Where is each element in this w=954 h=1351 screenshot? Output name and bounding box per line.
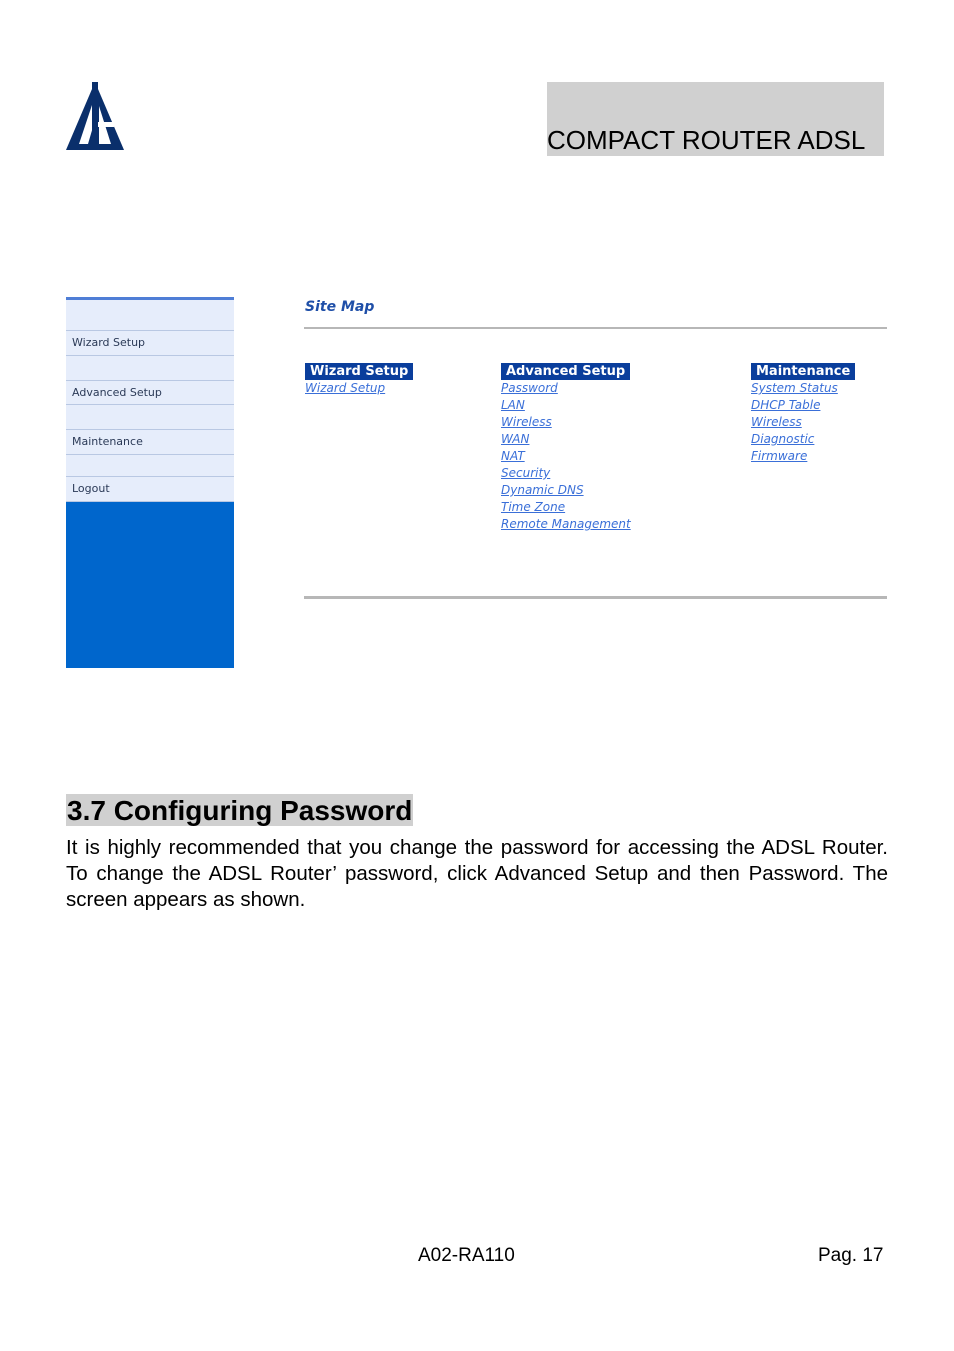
sitemap-link[interactable]: NAT — [501, 449, 525, 463]
sitemap-link[interactable]: DHCP Table — [751, 398, 821, 412]
footer-model: A02-RA110 — [418, 1245, 515, 1266]
atlantis-logo-icon — [66, 82, 124, 150]
column-header: Wizard Setup — [305, 363, 413, 380]
sidebar-spacer — [66, 356, 234, 381]
sitemap-link[interactable]: Firmware — [751, 449, 808, 463]
sitemap-link[interactable]: WAN — [501, 432, 530, 446]
sitemap-link[interactable]: Remote Management — [501, 517, 631, 531]
column-header: Maintenance — [751, 363, 855, 380]
section-paragraph: It is highly recommended that you change the password for accessing the ADSL Router. To change the ADSL Router’ password, click Advanced Setup and then Password. The screen appears as shown. — [66, 836, 888, 911]
sitemap-column-advanced — [501, 362, 631, 533]
footer-page-number: Pag. 17 — [818, 1245, 884, 1266]
sitemap-link[interactable]: Wireless — [501, 415, 552, 429]
sitemap-link[interactable]: LAN — [501, 398, 525, 412]
sidebar-item-maintenance[interactable]: Maintenance — [66, 430, 234, 455]
sidebar-fill — [66, 502, 234, 668]
divider — [304, 327, 887, 329]
router-sidebar — [66, 297, 234, 668]
column-header: Advanced Setup — [501, 363, 630, 380]
sitemap-link[interactable]: Password — [501, 381, 558, 395]
sidebar-item-logout[interactable]: Logout — [66, 477, 234, 502]
sidebar-item-advanced-setup[interactable]: Advanced Setup — [66, 381, 234, 405]
sitemap-title: Site Map — [305, 299, 375, 315]
sitemap-column-maintenance — [751, 362, 855, 465]
sidebar-spacer — [66, 455, 234, 477]
sidebar-item-wizard-setup[interactable]: Wizard Setup — [66, 331, 234, 356]
sidebar-spacer — [66, 405, 234, 430]
section-heading: 3.7 Configuring Password — [67, 795, 413, 826]
sitemap-link[interactable]: Wizard Setup — [305, 381, 386, 395]
sitemap-link[interactable]: Diagnostic — [751, 432, 815, 446]
document-title: COMPACT ROUTER ADSL — [547, 125, 866, 155]
sitemap-column-wizard — [305, 362, 413, 397]
sitemap-link[interactable]: Security — [501, 466, 551, 480]
divider — [304, 596, 887, 599]
sidebar-top-bar — [66, 297, 234, 331]
sitemap-link[interactable]: Time Zone — [501, 500, 566, 514]
sitemap-link[interactable]: Dynamic DNS — [501, 483, 584, 497]
sitemap-link[interactable]: Wireless — [751, 415, 802, 429]
sitemap-link[interactable]: System Status — [751, 381, 838, 395]
